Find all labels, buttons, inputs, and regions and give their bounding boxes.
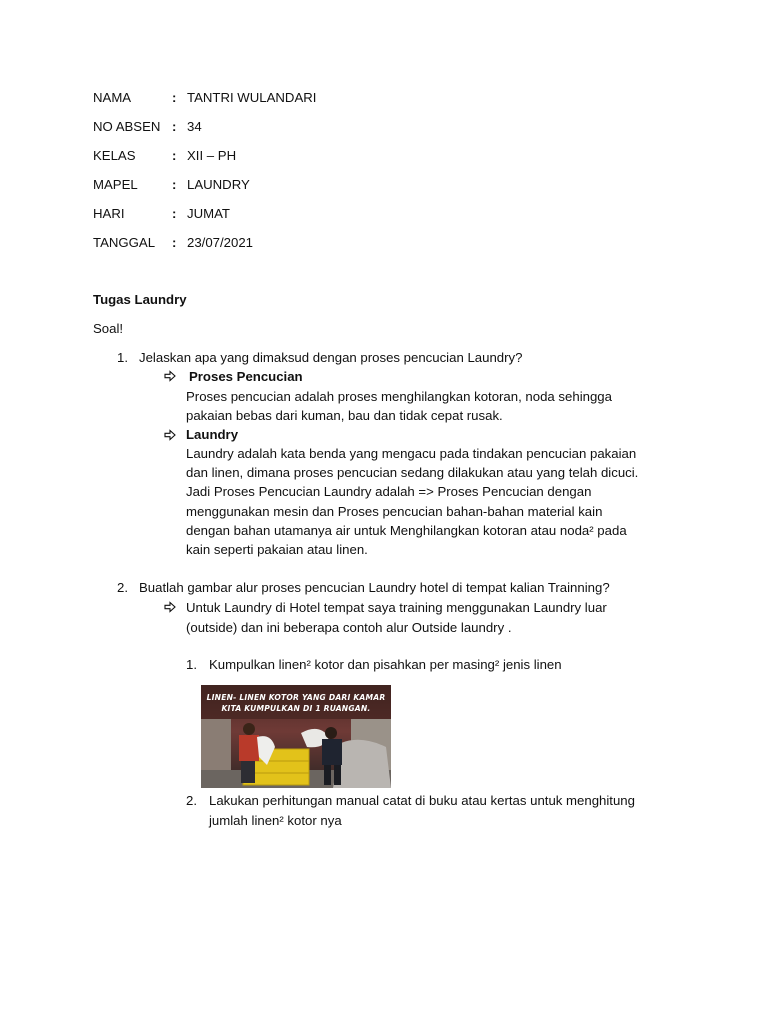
hollow-right-arrow-icon bbox=[164, 429, 176, 441]
info-label-no-absen: NO ABSEN bbox=[93, 119, 161, 134]
assignment-title: Tugas Laundry bbox=[93, 292, 187, 307]
info-label-kelas: KELAS bbox=[93, 148, 136, 163]
step-text-line: Lakukan perhitungan manual catat di buku atau kertas untuk menghitung bbox=[209, 793, 635, 808]
step-number: 2. bbox=[186, 793, 197, 808]
hollow-right-arrow-icon bbox=[164, 370, 176, 382]
photo-caption-line: KITA KUMPULKAN DI 1 RUANGAN. bbox=[221, 704, 371, 713]
soal-label: Soal! bbox=[93, 321, 124, 336]
point-text-line: kain seperti pakaian atau linen. bbox=[186, 542, 368, 557]
info-label-hari: HARI bbox=[93, 206, 125, 221]
point-text-line: Jadi Proses Pencucian Laundry adalah => Proses Pencucian dengan bbox=[186, 484, 592, 499]
info-value-no-absen: 34 bbox=[187, 119, 202, 134]
question-text: Jelaskan apa yang dimaksud dengan proses pencucian Laundry? bbox=[139, 350, 523, 365]
info-separator: : bbox=[172, 177, 177, 192]
info-label-nama: NAMA bbox=[93, 90, 132, 105]
info-value-hari: JUMAT bbox=[187, 206, 230, 221]
info-value-mapel: LAUNDRY bbox=[187, 177, 250, 192]
info-value-tanggal: 23/07/2021 bbox=[187, 235, 254, 250]
info-value-kelas: XII – PH bbox=[187, 148, 237, 163]
info-label-tanggal: TANGGAL bbox=[93, 235, 156, 250]
hollow-right-arrow-icon bbox=[164, 601, 176, 613]
info-separator: : bbox=[172, 235, 177, 250]
info-separator: : bbox=[172, 90, 177, 105]
question-number: 1. bbox=[117, 350, 128, 365]
point-title: Laundry bbox=[186, 427, 239, 442]
step-text-line: jumlah linen² kotor nya bbox=[209, 813, 342, 828]
step-text-line: Kumpulkan linen² kotor dan pisahkan per masing² jenis linen bbox=[209, 657, 562, 672]
info-separator: : bbox=[172, 148, 177, 163]
question-number: 2. bbox=[117, 580, 128, 595]
point-title: Proses Pencucian bbox=[189, 369, 303, 384]
answer-text-line: Untuk Laundry di Hotel tempat saya training menggunakan Laundry luar bbox=[186, 600, 607, 615]
info-label-mapel: MAPEL bbox=[93, 177, 138, 192]
photo-caption-line: LINEN- LINEN KOTOR YANG DARI KAMAR bbox=[206, 693, 386, 702]
point-text-line: pakaian bebas dari kuman, bau dan tidak cepat rusak. bbox=[186, 408, 503, 423]
info-separator: : bbox=[172, 119, 177, 134]
laundry-linen-photo bbox=[201, 685, 391, 788]
point-text-line: dan linen, dimana proses pencucian sedang dilakukan atau yang telah dicuci. bbox=[186, 465, 639, 480]
info-separator: : bbox=[172, 206, 177, 221]
photo-caption bbox=[201, 692, 391, 714]
point-text-line: menggunakan mesin dan Proses pencucian bahan-bahan material kain bbox=[186, 504, 603, 519]
step-number: 1. bbox=[186, 657, 197, 672]
point-text-line: Laundry adalah kata benda yang mengacu pada tindakan pencucian pakaian bbox=[186, 446, 637, 461]
info-value-nama: TANTRI WULANDARI bbox=[187, 90, 317, 105]
answer-text-line: (outside) dan ini beberapa contoh alur Outside laundry . bbox=[186, 620, 512, 635]
question-text: Buatlah gambar alur proses pencucian Laundry hotel di tempat kalian Trainning? bbox=[139, 580, 610, 595]
point-text-line: Proses pencucian adalah proses menghilangkan kotoran, noda sehingga bbox=[186, 389, 612, 404]
point-text-line: dengan bahan utamanya air untuk Menghilangkan kotoran atau noda² pada bbox=[186, 523, 627, 538]
